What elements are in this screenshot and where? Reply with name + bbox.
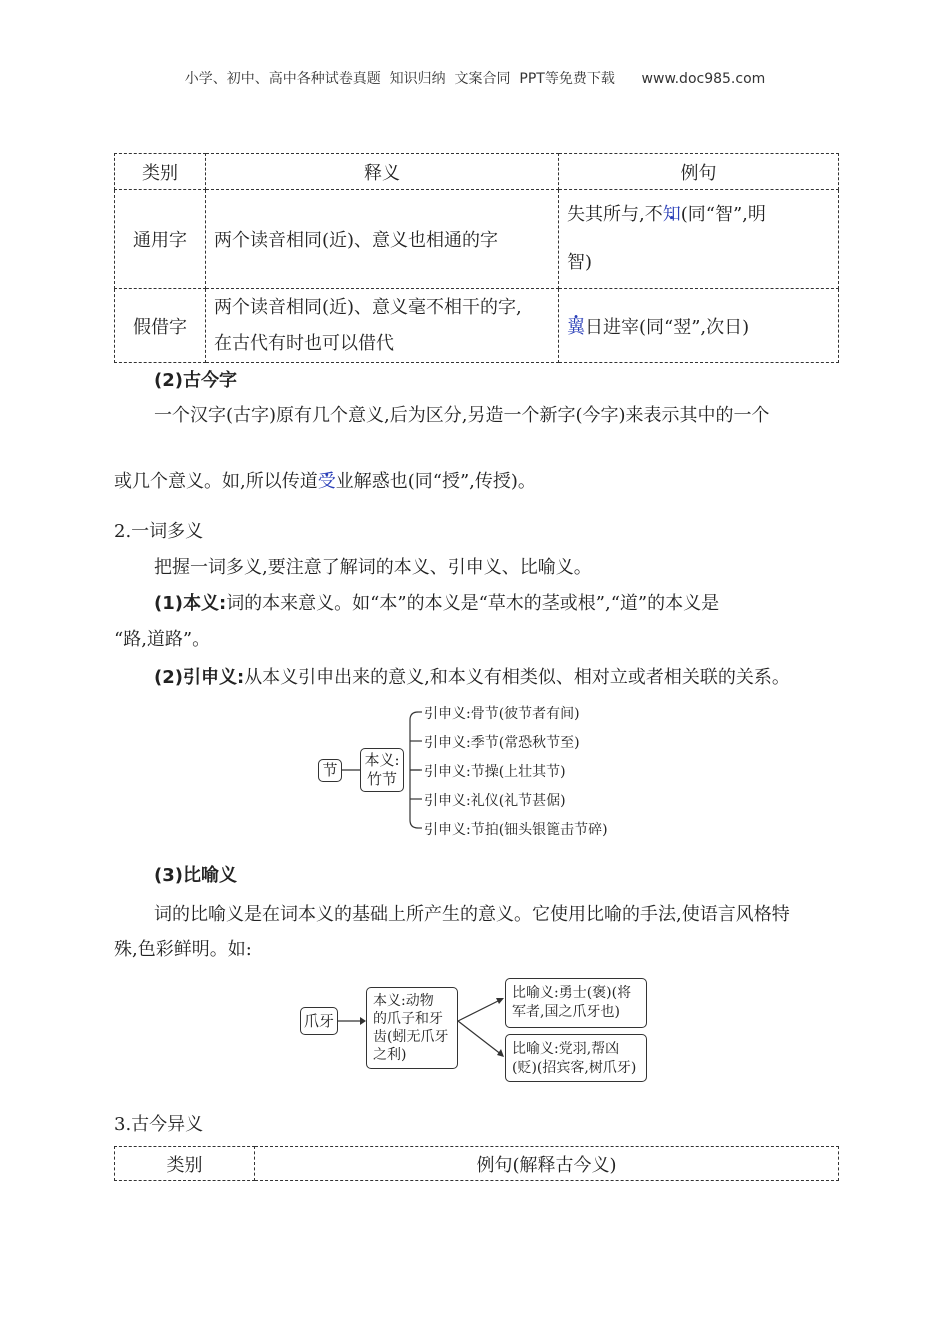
box-line: 之利) — [373, 1047, 407, 1063]
benyi-label: (1)本义: — [154, 593, 227, 614]
benyi-line1 — [154, 590, 719, 618]
base-meaning-box — [360, 748, 404, 792]
example-text: 智) — [567, 252, 593, 273]
row-category: 假借字 — [115, 289, 206, 363]
example-text: 日进宰(同“翌”,次日) — [585, 316, 750, 338]
page-header: 小学、初中、高中各种试卷真题 知识归纳 文案合同 PPT等免费下载 www.doc985.com — [184, 71, 766, 87]
section2-intro: 把握一词多义,要注意了解词的本义、引申义、比喻义。 — [154, 557, 592, 578]
biyu-heading: (3)比喻义 — [154, 865, 237, 886]
section2-title: 2.一词多义 — [114, 521, 204, 542]
box-line: 本义:动物 — [373, 993, 434, 1009]
branch-item: 引申义:节拍(钿头银篦击节碎) — [424, 822, 608, 838]
header-category: 类别 — [115, 1147, 255, 1181]
example-text: (同“智”,明 — [680, 204, 766, 225]
box-line: 的爪子和牙 — [373, 1011, 443, 1027]
box-line: 比喻义:勇士(褒)(将 — [512, 985, 632, 1001]
yinshen-diagram — [310, 700, 650, 842]
base-label: 本义: — [364, 751, 400, 769]
biyu-line2: 殊,色彩鲜明。如: — [114, 939, 252, 960]
box-line: 军者,国之爪牙也) — [512, 1004, 620, 1020]
text: 或几个意义。如,所以传道 — [114, 471, 318, 492]
table-row — [115, 190, 839, 289]
gujin-line1: 一个汉字(古字)原有几个意义,后为区分,另造一个新字(今字)来表示其中的一个 — [154, 405, 770, 426]
header-example: 例句 — [559, 154, 839, 190]
box-line: (贬)(招宾客,树爪牙) — [512, 1060, 637, 1076]
benyi-line2: “路,道路”。 — [114, 629, 211, 650]
table-header-row — [115, 154, 839, 190]
table-row — [115, 289, 839, 363]
row-example — [559, 289, 839, 363]
tongjia-table — [114, 153, 839, 363]
branch-item: 引申义:节操(上壮其节) — [424, 764, 566, 780]
yinshen-label: (2)引申义: — [154, 667, 245, 688]
yinshen-line — [154, 664, 790, 692]
biyu-diagram — [298, 975, 650, 1085]
box-line: 齿(蚓无爪牙 — [373, 1029, 449, 1045]
word-box: 爪牙 — [300, 1007, 338, 1035]
row-meaning: 两个读音相同(近)、意义也相通的字 — [206, 190, 559, 289]
word-box: 节 — [318, 759, 342, 782]
meaning-line: 两个读音相同(近)、意义毫不相干的字, — [214, 296, 522, 318]
text: 业解惑也(同“授”,传授)。 — [335, 471, 536, 492]
row-example — [559, 190, 839, 289]
example-text: 失其所与,不 — [567, 204, 663, 225]
section3-title: 3.古今异义 — [114, 1114, 204, 1135]
branch-item: 引申义:季节(常恐秋节至) — [424, 735, 580, 751]
branch-item: 引申义:骨节(彼节者有间) — [424, 706, 580, 722]
metaphor-box-negative — [505, 1034, 647, 1082]
yinshen-text: 从本义引申出来的意义,和本义有相类似、相对立或者相关联的关系。 — [244, 667, 790, 688]
table-header-row — [115, 1147, 839, 1181]
row-category: 通用字 — [115, 190, 206, 289]
header-meaning: 释义 — [206, 154, 559, 190]
branch-item: 引申义:礼仪(礼节甚倨) — [424, 793, 566, 809]
emphasis-char: 翼 — [567, 316, 585, 338]
benyi-text: 词的本来意义。如“本”的本义是“草木的茎或根”,“道”的本义是 — [226, 593, 720, 614]
metaphor-box-positive — [505, 978, 647, 1028]
row-meaning — [206, 289, 559, 363]
gujin-heading: (2)古今字 — [154, 370, 237, 391]
biyu-line1: 词的比喻义是在词本义的基础上所产生的意义。它使用比喻的手法,使语言风格特 — [154, 904, 790, 925]
gujin-yiyi-table — [114, 1146, 839, 1181]
emphasis-char: 受 — [317, 471, 336, 492]
meaning-line: 在古代有时也可以借代 — [214, 332, 394, 354]
base-meaning-box — [366, 987, 458, 1069]
base-value: 竹节 — [366, 770, 397, 788]
header-example: 例句(解释古今义) — [255, 1147, 839, 1181]
emphasis-char: . 知 — [663, 204, 681, 225]
box-line: 比喻义:党羽,帮凶 — [512, 1041, 620, 1057]
gujin-line2 — [114, 468, 536, 496]
header-category: 类别 — [115, 154, 206, 190]
